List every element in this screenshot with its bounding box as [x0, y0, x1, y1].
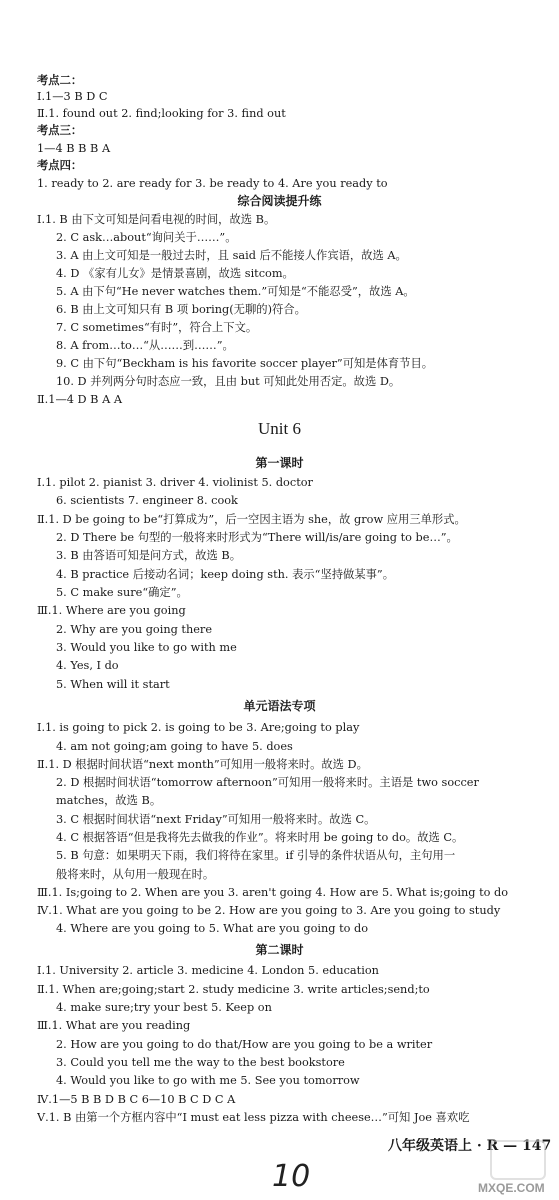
answer-line: Ⅳ.1. What are you going to be 2. How are you going to 3. Are you going to study	[37, 904, 501, 917]
answer-line: Ⅱ.1. When are;going;start 2. study medicine 3. write articles;send;to	[37, 983, 430, 996]
answer-line: 1. ready to 2. are ready for 3. be ready to 4. Are you ready to	[37, 177, 388, 190]
answer-line: 5. When will it start	[56, 678, 170, 691]
answer-line: 4. B practice 后接动名词；keep doing sth. 表示“坚持做某事”。	[56, 568, 394, 581]
answer-line: 6. scientists 7. engineer 8. cook	[56, 494, 238, 507]
answer-line: Ⅴ.1. B 由第一个方框内容中“I must eat less pizza with cheese…”可知 Joe 喜欢吃	[37, 1111, 470, 1124]
answer-line: 8. A from…to…“从……到……”。	[56, 339, 234, 352]
answer-line: Ⅰ.1. pilot 2. pianist 3. driver 4. violinist 5. doctor	[37, 476, 313, 489]
answer-line: 4. make sure;try your best 5. Keep on	[56, 1001, 272, 1014]
answer-line: 单元语法专项	[243, 699, 316, 713]
watermark-text: MXQE.COM	[478, 1181, 545, 1195]
answer-line: Ⅲ.1. Where are you going	[37, 604, 186, 617]
answer-line: Unit 6	[258, 420, 301, 437]
answer-line: Ⅱ.1. found out 2. find;looking for 3. find out	[37, 107, 286, 120]
answer-line: 5. C make sure“确定”。	[56, 586, 188, 599]
answer-line: 般将来时，从句用一般现在时。	[56, 868, 215, 881]
watermark-logo-icon	[490, 1140, 546, 1180]
answer-line: 7. C sometimes“有时”，符合上下文。	[56, 321, 258, 334]
answer-line: 3. A 由上文可知是一般过去时，且 said 后不能接人作宾语，故选 A。	[56, 249, 407, 262]
answer-line: 4. C 根据答语“但是我将先去做我的作业”。将来时用 be going to do。故选 C。	[56, 831, 464, 844]
answer-line: 考点四：	[37, 158, 83, 172]
answer-line: 4. D 《家有儿女》是情景喜剧，故选 sitcom。	[56, 267, 294, 280]
answer-line: Ⅱ.1—4 D B A A	[37, 393, 122, 406]
answer-line: 3. C 根据时间状语“next Friday”可知用一般将来时。故选 C。	[56, 813, 376, 826]
answer-line: 2. D There be 句型的一般将来时形式为“There will/is/are going to be…”。	[56, 531, 458, 544]
answer-line: 2. How are you going to do that/How are you going to be a writer	[56, 1038, 433, 1051]
answer-line: Ⅱ.1. D 根据时间状语“next month”可知用一般将来时。故选 D。	[37, 758, 368, 771]
answer-line: 4. am not going;am going to have 5. does	[56, 740, 293, 753]
answer-line: 考点二：	[37, 73, 83, 87]
answer-line: 4. Where are you going to 5. What are you going to do	[56, 922, 369, 935]
answer-line: 5. A 由下句“He never watches them.”可知是“不能忍受”，故选 A。	[56, 285, 415, 298]
answer-line: 4. Would you like to go with me 5. See you tomorrow	[56, 1074, 360, 1087]
page-footer: 八年级英语上 · R — 147	[388, 1138, 552, 1154]
answer-line: 6. B 由上文可知只有 B 项 boring(无聊的)符合。	[56, 303, 306, 316]
answer-line: Ⅲ.1. What are you reading	[37, 1019, 191, 1032]
answer-line: Ⅲ.1. Is;going to 2. When are you 3. aren't going 4. How are 5. What is;going to do	[37, 886, 509, 899]
answer-line: 第二课时	[255, 943, 304, 957]
answer-line: Ⅰ.1. is going to pick 2. is going to be 3. Are;going to play	[37, 721, 360, 734]
answer-line: 1—4 B B B A	[37, 142, 111, 155]
answer-line: 9. C 由下句“Beckham is his favorite soccer player”可知是体育节目。	[56, 357, 434, 370]
answer-line: 综合阅读提升练	[237, 194, 322, 208]
answer-line: 10. D 并列两分句时态应一致，且由 but 可知此处用否定。故选 D。	[56, 375, 401, 388]
answer-line: Ⅰ.1—3 B D C	[37, 90, 108, 103]
answer-line: matches，故选 B。	[56, 794, 162, 807]
answer-line: Ⅰ.1. B 由下文可知是问看电视的时间，故选 B。	[37, 213, 276, 226]
answer-line: 2. Why are you going there	[56, 623, 213, 636]
answer-line: 考点三：	[37, 123, 83, 137]
answer-line: 3. Could you tell me the way to the best bookstore	[56, 1056, 345, 1069]
answer-line: 2. C ask…about“询问关于……”。	[56, 231, 237, 244]
answer-line: 3. Would you like to go with me	[56, 641, 237, 654]
answer-line: Ⅱ.1. D be going to be“打算成为”，后一空因主语为 she，故 grow 应用三单形式。	[37, 513, 466, 526]
answer-line: 5. B 句意：如果明天下雨，我们将待在家里。if 引导的条件状语从句，主句用一	[56, 849, 456, 862]
answer-line: 第一课时	[255, 456, 304, 470]
answer-line: 4. Yes, I do	[56, 659, 119, 672]
answer-line: 3. B 由答语可知是问方式，故选 B。	[56, 549, 242, 562]
answer-line: 2. D 根据时间状语“tomorrow afternoon”可知用一般将来时。主语是 two soccer	[56, 776, 479, 789]
answer-line: Ⅳ.1—5 B B D B C 6—10 B C D C A	[37, 1093, 236, 1106]
answer-line: Ⅰ.1. University 2. article 3. medicine 4. London 5. education	[37, 964, 379, 977]
handwritten-page-number: 10	[272, 1160, 311, 1194]
